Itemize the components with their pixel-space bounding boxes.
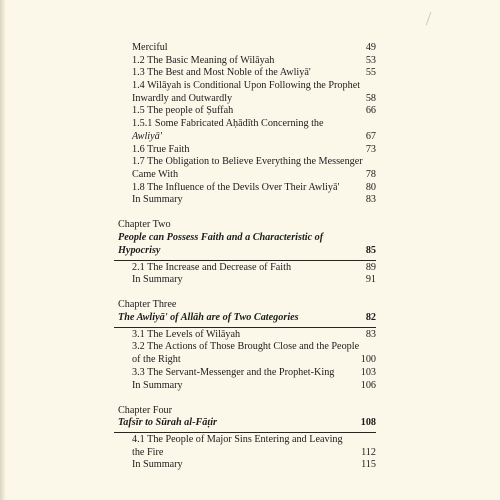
entry-text: 1.2 The Basic Meaning of Wilāyah xyxy=(132,54,275,66)
entry-text: 1.5 The people of Ṣuffah xyxy=(132,105,234,117)
toc-entry xyxy=(114,105,376,118)
toc-entry xyxy=(114,367,376,380)
chapter-title-text: Hypocrisy xyxy=(118,244,161,256)
chapter-label xyxy=(114,405,376,418)
chapter-label xyxy=(114,299,376,312)
toc-entry xyxy=(114,459,376,472)
entry-page: 89 xyxy=(365,261,376,273)
toc-entry xyxy=(114,182,376,195)
chapter-title xyxy=(114,312,376,325)
chapter-three xyxy=(114,299,376,392)
chapter-page: 108 xyxy=(360,417,376,429)
entry-page: 66 xyxy=(365,105,376,117)
chapter-one-entries xyxy=(114,42,376,207)
entry-text: 3.3 The Servant-Messenger and the Prophet-King xyxy=(132,366,335,378)
spacer xyxy=(114,207,376,220)
entry-page: 73 xyxy=(365,143,376,155)
entry-text: Came With xyxy=(132,168,179,180)
entry-page: 67 xyxy=(365,130,376,142)
entry-text: 1.4 Wilāyah is Conditional Upon Following the Prophet xyxy=(132,80,361,92)
entry-text: 3.1 The Levels of Wilāyah xyxy=(132,328,241,340)
entry-page: 58 xyxy=(365,92,376,104)
spacer xyxy=(114,392,376,405)
toc-entry xyxy=(114,93,376,106)
page-edge-mark xyxy=(426,12,434,26)
entry-text: 2.1 The Increase and Decrease of Faith xyxy=(132,261,292,273)
toc-entry xyxy=(114,380,376,393)
toc-entry xyxy=(114,447,376,460)
toc-entry xyxy=(114,156,376,169)
entry-text: In Summary xyxy=(132,274,183,286)
entry-text: 1.6 True Faith xyxy=(132,143,190,155)
entry-page: 53 xyxy=(365,54,376,66)
entry-page: 112 xyxy=(361,446,376,458)
entry-page: 55 xyxy=(365,67,376,79)
entry-page: 91 xyxy=(365,274,376,286)
toc-entry xyxy=(114,354,376,367)
entry-text: In Summary xyxy=(132,379,183,391)
entry-text: In Summary xyxy=(132,194,183,206)
entry-page: 49 xyxy=(365,42,376,53)
chapter-label xyxy=(114,219,376,232)
entry-page: 78 xyxy=(365,168,376,180)
chapter-rule xyxy=(114,327,376,328)
entry-text: the Fire xyxy=(132,446,164,458)
chapter-label-text: Chapter Two xyxy=(118,219,171,231)
chapter-rule xyxy=(114,432,376,433)
chapter-title-text: Tafsīr to Sūrah al-Fāṭir xyxy=(118,417,217,429)
entry-page: 100 xyxy=(360,354,376,366)
toc-entry xyxy=(114,55,376,68)
chapter-two xyxy=(114,219,376,286)
chapter-page: 82 xyxy=(365,312,376,324)
entry-page: 115 xyxy=(361,459,376,471)
toc-entry xyxy=(114,131,376,144)
chapter-title-text: People can Possess Faith and a Characteristic of xyxy=(118,232,324,244)
entry-page: 106 xyxy=(360,379,376,391)
toc-entry xyxy=(114,434,376,447)
chapter-page: 85 xyxy=(365,244,376,256)
entry-text: 1.3 The Best and Most Noble of the Awliyā' xyxy=(132,67,311,79)
chapter-title xyxy=(114,245,376,258)
chapter-title xyxy=(114,417,376,430)
toc-entry xyxy=(114,341,376,354)
chapter-label-text: Chapter Three xyxy=(118,299,177,311)
entry-text: 3.2 The Actions of Those Brought Close and the People xyxy=(132,341,360,353)
entry-text: of the Right xyxy=(132,354,181,366)
entry-text: 1.7 The Obligation to Believe Everything the Messenger xyxy=(132,156,363,168)
table-of-contents xyxy=(114,42,376,472)
entry-page: 83 xyxy=(365,328,376,340)
toc-entry xyxy=(114,329,376,342)
entry-page: 103 xyxy=(360,366,376,378)
toc-entry xyxy=(114,80,376,93)
toc-entry xyxy=(114,67,376,80)
chapter-rule xyxy=(114,260,376,261)
toc-entry xyxy=(114,169,376,182)
entry-text: Inwardly and Outwardly xyxy=(132,92,233,104)
toc-entry xyxy=(114,144,376,157)
chapter-title xyxy=(114,232,376,245)
entry-text: 4.1 The People of Major Sins Entering and Leaving xyxy=(132,434,343,446)
toc-entry xyxy=(114,42,376,55)
entry-page: 80 xyxy=(365,181,376,193)
entry-page: 83 xyxy=(365,194,376,206)
entry-text: 1.8 The Influence of the Devils Over Their Awliyā' xyxy=(132,181,340,193)
toc-entry xyxy=(114,118,376,131)
page-fold-shadow xyxy=(0,0,6,500)
entry-text: 1.5.1 Some Fabricated Aḥādīth Concerning the xyxy=(132,118,324,130)
spacer xyxy=(114,287,376,300)
toc-entry xyxy=(114,194,376,207)
entry-text: In Summary xyxy=(132,459,183,471)
toc-entry xyxy=(114,262,376,275)
entry-text: Awliyā' xyxy=(132,130,162,142)
chapter-title-text: The Awliyā' of Allāh are of Two Categories xyxy=(118,312,299,324)
chapter-four xyxy=(114,405,376,472)
toc-entry xyxy=(114,274,376,287)
chapter-label-text: Chapter Four xyxy=(118,404,173,416)
entry-text: Merciful xyxy=(132,42,168,53)
